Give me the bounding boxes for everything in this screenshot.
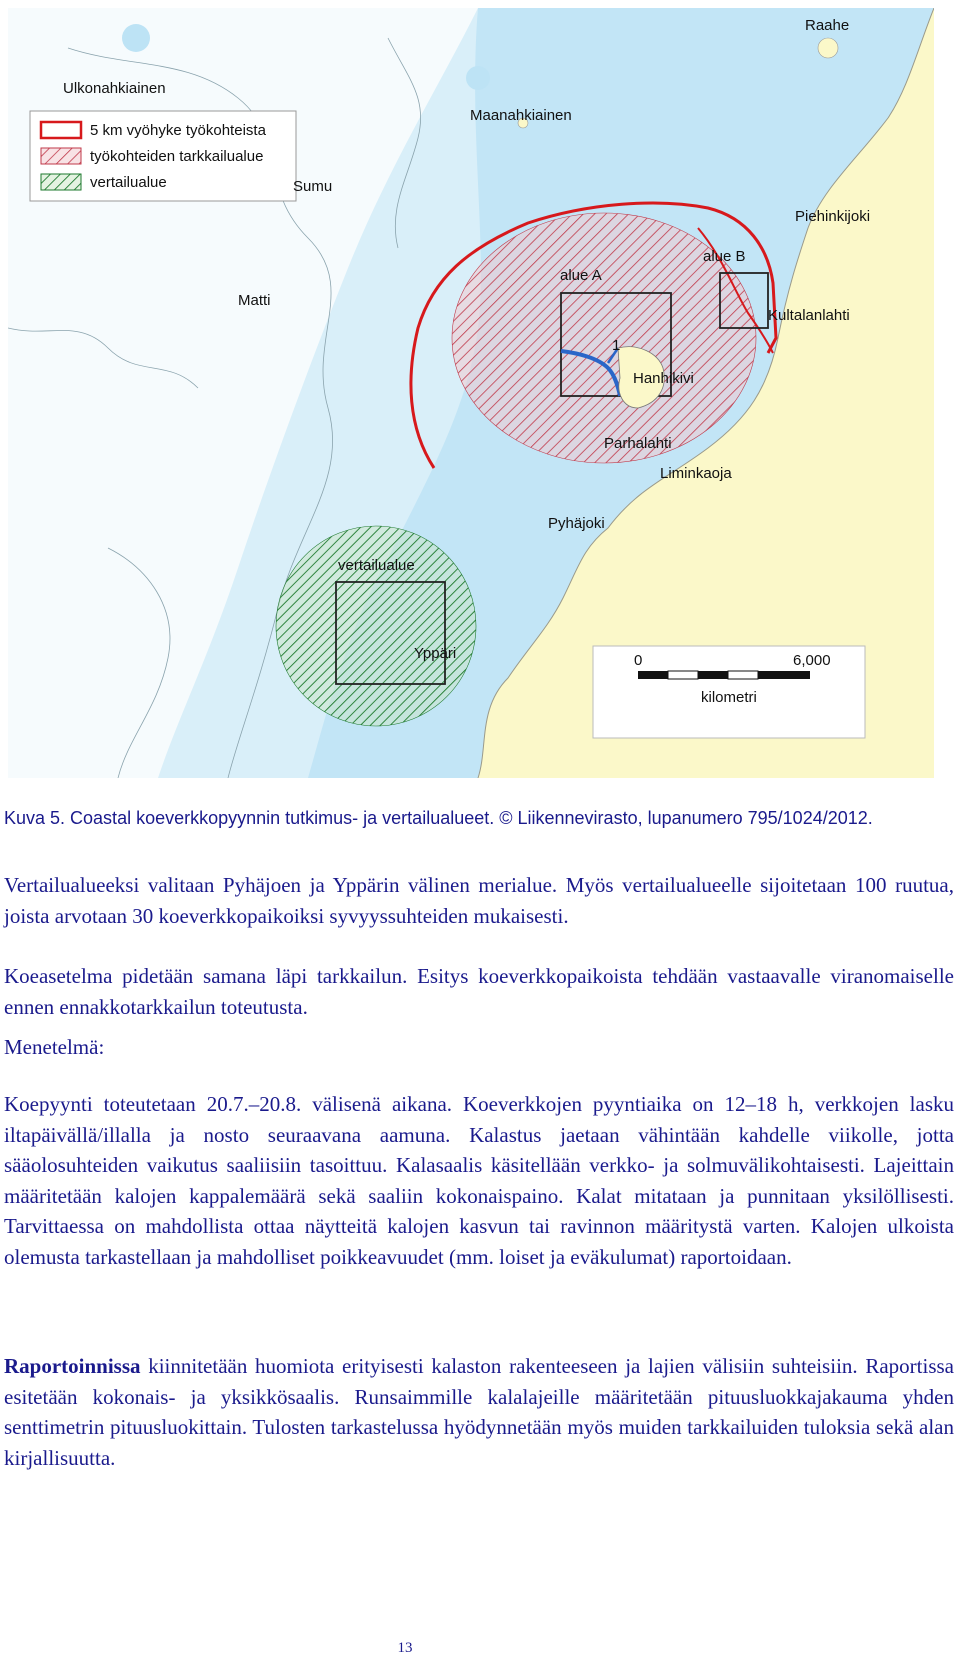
paragraph-5-text: kiinnitetään huomiota erityisesti kalaston rakenteeseen ja lajien välisiin suhteisiin. Raportissa esitetään kokonais- ja yksikkösaalis. Runsaimmille kalalajeille määritetään pituusluokkajakauma yhden senttimetrin pituusluokittain. Tulosten tarkastelussa hyödynnetään myös muiden tarkkailuiden tuloksia sekä alan kirjallisuutta. (4, 1354, 954, 1470)
island (466, 66, 490, 90)
scale-end-label: 6,000 (793, 652, 831, 669)
figure-caption: Kuva 5. Coastal koeverkkopyynnin tutkimus- ja vertailualueet. © Liikennevirasto, lupanumero 795/1024/2012. (4, 808, 873, 828)
legend-swatch-study (41, 148, 81, 164)
label-pyhajoki: Pyhäjoki (548, 515, 605, 532)
legend-label-study: työkohteiden tarkkailualue (90, 148, 264, 165)
paragraph-3: Menetelmä: (4, 1035, 105, 1059)
paragraph-5 (4, 1351, 954, 1473)
label-matti: Matti (238, 292, 271, 309)
reference-area-hatch (276, 526, 476, 726)
paragraph-4: Koepyynti toteutetaan 20.7.–20.8. välisenä aikana. Koeverkkojen pyyntiaika on 12–18 h, verkkojen lasku iltapäivällä/illalla ja nosto seuraavana aamuna. Kalastus jaetaan vähintään kahdelle viikolle, jotta sääolosuhteiden vaikutus saaliisiin tasoittuu. Kalasaalis käsitellään verkko- ja solmuvälikohtaisesti. Lajeittain määritetään kalojen kappalemäärä sekä saaliin kokonaispaino. Kalat mitataan ja punnitaan yksilöllisesti. Tarvittaessa on mahdollista ottaa näytteitä kalojen kasvun tai ravinnon määritystä varten. Kalojen ulkoista olemusta tarkastellaan ja mahdolliset poikkeavuudet (mm. loiset ja eväkulumat) raportoidaan. (4, 1092, 954, 1269)
scale-start-label: 0 (634, 652, 643, 669)
label-vertailualue: vertailualue (338, 557, 415, 574)
legend (30, 111, 296, 201)
scale-unit-label: kilometri (701, 689, 757, 706)
map-figure (8, 8, 934, 778)
label-alue-b: alue B (703, 248, 746, 265)
label-alue-a: alue A (560, 267, 602, 284)
label-raahe: Raahe (805, 17, 850, 34)
scale-bar (593, 646, 865, 738)
page-number: 13 (397, 1640, 413, 1656)
label-hanhikivi: Hanhikivi (633, 370, 694, 387)
island (818, 38, 838, 58)
label-ypparri: Yppäri (414, 645, 457, 662)
label-parhalahti: Parhalahti (604, 435, 672, 452)
label-piehinkijoki: Piehinkijoki (795, 208, 871, 225)
legend-swatch-reference (41, 174, 81, 190)
label-sumu: Sumu (293, 178, 333, 195)
legend-label-reference: vertailualue (90, 174, 167, 191)
label-maanahkiainen: Maanahkiainen (470, 107, 572, 124)
paragraph-2: Koeasetelma pidetään samana läpi tarkkailun. Esitys koeverkkopaikoista tehdään vastaavalle viranomaiselle ennen ennakkotarkkailun toteutusta. (4, 964, 954, 1019)
paragraph-1: Vertailualueeksi valitaan Pyhäjoen ja Yppärin välinen merialue. Myös vertailualueelle sijoitetaan 100 ruutua, joista arvotaan 30 koeverkkopaikoiksi syvyyssuhteiden mukaisesti. (4, 873, 954, 928)
label-liminkaoja: Liminkaoja (660, 465, 732, 482)
legend-swatch-buffer (41, 122, 81, 138)
legend-label-buffer: 5 km vyöhyke työkohteista (90, 122, 266, 139)
label-ulkonahkiainen: Ulkonahkiainen (63, 80, 166, 97)
paragraph-5-bold: Raportoinnissa (4, 1354, 141, 1378)
island (122, 24, 150, 52)
label-kultalanlahti: Kultalanlahti (768, 307, 850, 324)
label-marker-1: 1 (612, 337, 621, 354)
